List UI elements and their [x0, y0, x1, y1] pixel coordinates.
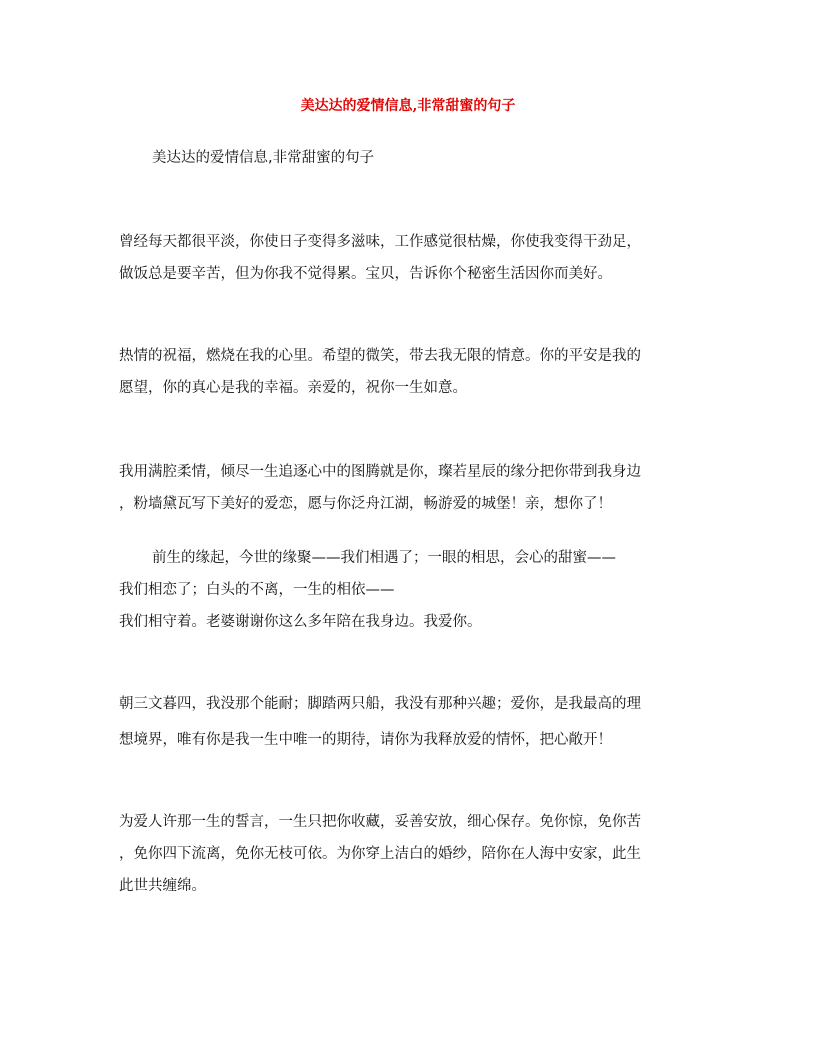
- document-title: 美达达的爱情信息,非常甜蜜的句子: [300, 98, 516, 114]
- paragraph-line: ，粉墙黛瓦写下美好的爱恋，愿与你泛舟江湖，畅游爱的城堡！亲，想你了！: [119, 496, 612, 512]
- paragraph-line: 曾经每天都很平淡，你使日子变得多滋味，工作感觉很枯燥，你使我变得干劲足，: [119, 234, 641, 250]
- paragraph-line: 为爱人许那一生的誓言，一生只把你收藏，妥善安放，细心保存。免你惊，免你苦: [119, 814, 641, 830]
- paragraph-line: ，免你四下流离，免你无枝可依。为你穿上洁白的婚纱，陪你在人海中安家，此生: [119, 846, 641, 862]
- paragraph-line: 我们相恋了；白头的不离，一生的相依——: [119, 582, 395, 598]
- paragraph-line: 我用满腔柔情，倾尽一生追逐心中的图腾就是你，璨若星辰的缘分把你带到我身边: [119, 464, 641, 480]
- paragraph-line: 朝三文暮四，我没那个能耐；脚踏两只船，我没有那种兴趣；爱你，是我最高的理: [119, 696, 641, 712]
- document-subtitle: 美达达的爱情信息,非常甜蜜的句子: [152, 150, 375, 166]
- paragraph-line: 我们相守着。老婆谢谢你这么多年陪在我身边。我爱你。: [119, 614, 482, 630]
- paragraph-line: 想境界，唯有你是我一生中唯一的期待，请你为我释放爱的情怀，把心敞开！: [119, 732, 612, 748]
- paragraph-line: 热情的祝福，燃烧在我的心里。希望的微笑，带去我无限的情意。你的平安是我的: [119, 348, 641, 364]
- paragraph-line: 此世共缠绵。: [119, 878, 206, 894]
- paragraph-line: 做饭总是要辛苦，但为你我不觉得累。宝贝，告诉你个秘密生活因你而美好。: [119, 266, 612, 282]
- paragraph-line: 愿望，你的真心是我的幸福。亲爱的，祝你一生如意。: [119, 380, 467, 396]
- paragraph-line: 前生的缘起，今世的缘聚——我们相遇了；一眼的相思，会心的甜蜜——: [152, 550, 616, 566]
